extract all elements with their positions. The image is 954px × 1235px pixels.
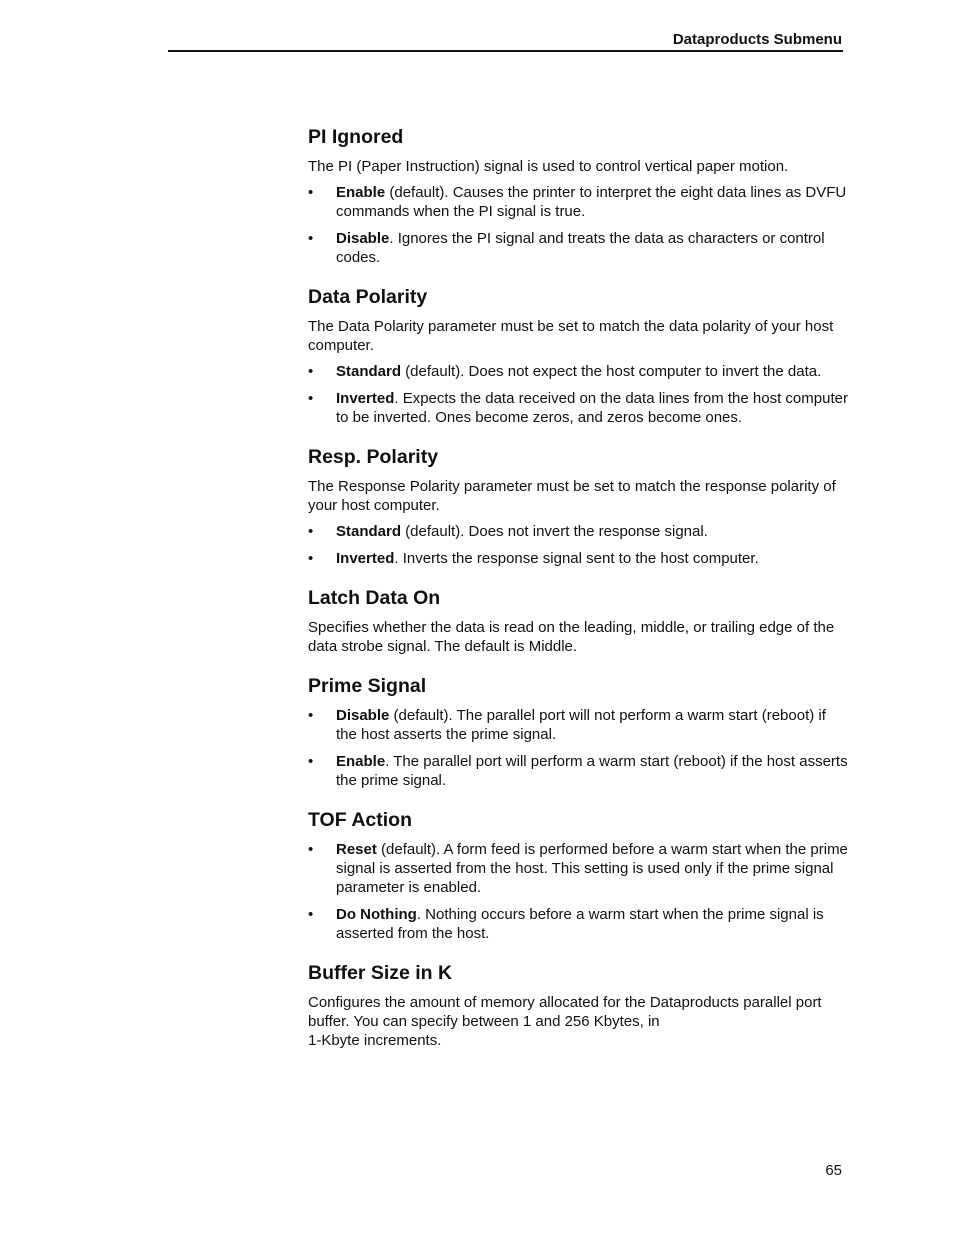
section-paragraph: The Data Polarity parameter must be set to match the data polarity of your host computer. bbox=[308, 318, 834, 354]
section-heading: Prime Signal bbox=[308, 675, 427, 697]
bullet-icon: • bbox=[308, 753, 314, 770]
running-header: Dataproducts Submenu bbox=[672, 31, 842, 48]
section-prime-signal bbox=[308, 675, 848, 790]
bullet-icon: • bbox=[308, 363, 314, 380]
bullet-icon: • bbox=[308, 230, 314, 247]
section-heading: PI Ignored bbox=[308, 126, 404, 148]
section-paragraph: The Response Polarity parameter must be set to match the response polarity of your host computer. bbox=[308, 478, 836, 514]
section-paragraph: Specifies whether the data is read on the leading, middle, or trailing edge of the data strobe signal. The default is Middle. bbox=[308, 619, 835, 655]
section-heading: Latch Data On bbox=[308, 587, 441, 609]
section-latch-data-on bbox=[308, 587, 848, 656]
bullet-item bbox=[308, 522, 848, 541]
option-term: Standard bbox=[336, 363, 402, 380]
option-description: . Ignores the PI signal and treats the data as characters or control codes. bbox=[336, 230, 825, 266]
option-term: Inverted bbox=[336, 390, 395, 407]
header-rule bbox=[168, 50, 843, 52]
bullet-icon: • bbox=[308, 390, 314, 407]
option-description: (default). A form feed is performed before a warm start when the prime signal is asserted from the host. This setting is used only if the prime signal parameter is enabled. bbox=[336, 841, 848, 896]
bullet-item bbox=[308, 362, 848, 381]
bullet-icon: • bbox=[308, 550, 314, 567]
bullet-item bbox=[308, 229, 848, 267]
section-heading: Data Polarity bbox=[308, 286, 428, 308]
section-pi-ignored bbox=[308, 126, 848, 267]
bullet-list bbox=[308, 522, 848, 568]
bullet-icon: • bbox=[308, 523, 314, 540]
section-paragraph: The PI (Paper Instruction) signal is used to control vertical paper motion. bbox=[308, 158, 789, 175]
bullet-icon: • bbox=[308, 707, 314, 724]
bullet-list bbox=[308, 362, 848, 427]
bullet-item bbox=[308, 549, 848, 568]
bullet-item bbox=[308, 752, 848, 790]
option-description: (default). The parallel port will not perform a warm start (reboot) if the host asserts the prime signal. bbox=[336, 707, 826, 743]
option-term: Inverted bbox=[336, 550, 395, 567]
option-description: (default). Does not invert the response signal. bbox=[401, 523, 708, 540]
bullet-item bbox=[308, 905, 848, 943]
bullet-item bbox=[308, 840, 848, 897]
bullet-icon: • bbox=[308, 906, 314, 923]
option-term: Enable bbox=[336, 753, 386, 770]
option-description: . Expects the data received on the data lines from the host computer to be inverted. Ones become zeros, and zeros become ones. bbox=[336, 390, 848, 426]
option-description: (default). Does not expect the host computer to invert the data. bbox=[401, 363, 822, 380]
page-number: 65 bbox=[825, 1162, 842, 1179]
bullet-icon: • bbox=[308, 841, 314, 858]
bullet-list bbox=[308, 706, 848, 790]
option-description: (default). Causes the printer to interpret the eight data lines as DVFU commands when the PI signal is true. bbox=[336, 184, 847, 220]
section-heading: TOF Action bbox=[308, 809, 412, 831]
option-term: Disable bbox=[336, 230, 390, 247]
section-heading: Resp. Polarity bbox=[308, 446, 439, 468]
option-term: Do Nothing bbox=[336, 906, 417, 923]
option-term: Reset bbox=[336, 841, 377, 858]
option-term: Enable bbox=[336, 184, 386, 201]
option-term: Disable bbox=[336, 707, 390, 724]
section-heading: Buffer Size in K bbox=[308, 962, 453, 984]
section-resp-polarity bbox=[308, 446, 848, 568]
section-buffer-size-in-k bbox=[308, 962, 848, 1050]
section-paragraph bbox=[308, 993, 848, 1050]
bullet-icon: • bbox=[308, 184, 314, 201]
option-description: . Inverts the response signal sent to the host computer. bbox=[394, 550, 759, 567]
option-description: . Nothing occurs before a warm start when the prime signal is asserted from the host. bbox=[336, 906, 824, 942]
option-term: Standard bbox=[336, 523, 402, 540]
section-data-polarity bbox=[308, 286, 848, 427]
bullet-item bbox=[308, 183, 848, 221]
page-content bbox=[308, 126, 848, 1069]
paragraph-line: Configures the amount of memory allocated for the Dataproducts parallel port buffer. You can specify between 1 and 256 Kbytes, in bbox=[308, 994, 822, 1030]
option-description: . The parallel port will perform a warm start (reboot) if the host asserts the prime signal. bbox=[336, 753, 848, 789]
paragraph-line: 1-Kbyte increments. bbox=[308, 1032, 442, 1049]
section-tof-action bbox=[308, 809, 848, 943]
bullet-item bbox=[308, 706, 848, 744]
bullet-list bbox=[308, 183, 848, 267]
bullet-list bbox=[308, 840, 848, 943]
bullet-item bbox=[308, 389, 848, 427]
